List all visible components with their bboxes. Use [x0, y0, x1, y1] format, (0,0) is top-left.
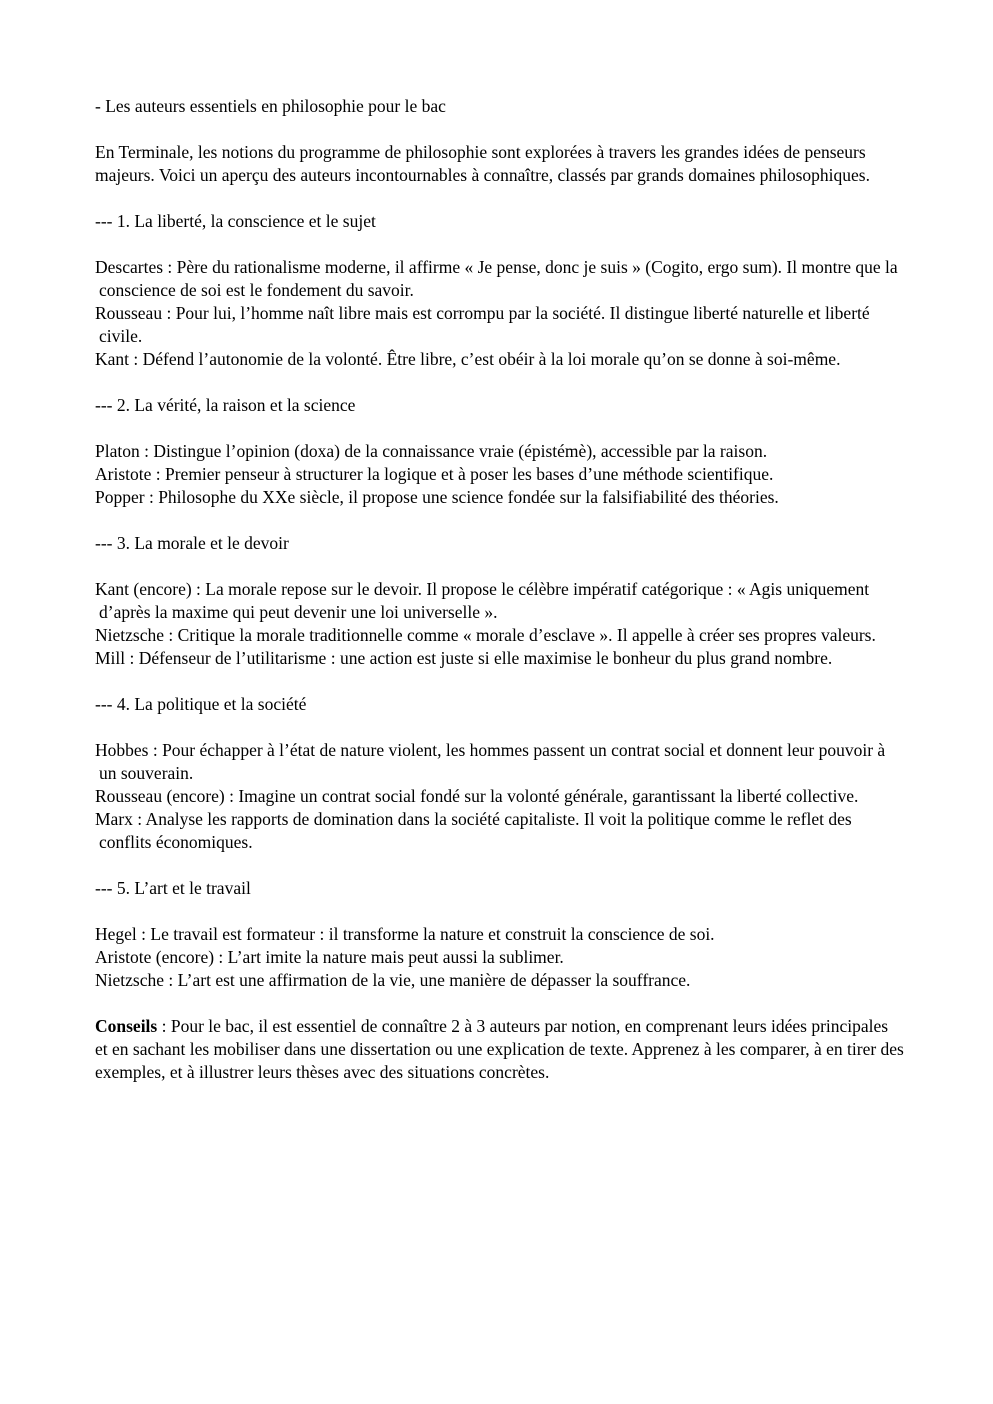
section-items-2 [95, 440, 905, 509]
section-heading-2: --- 2. La vérité, la raison et la science [95, 395, 356, 415]
author-item: Aristote : Premier penseur à structurer la logique et à poser les bases d’une méthode scientifique. [95, 464, 774, 484]
author-item: Mill : Défenseur de l’utilitarisme : une action est juste si elle maximise le bonheur du plus grand nombre. [95, 648, 833, 668]
author-item: Nietzsche : L’art est une affirmation de la vie, une manière de dépasser la souffrance. [95, 970, 691, 990]
author-item: Marx : Analyse les rapports de domination dans la société capitaliste. Il voit la politique comme le reflet des conflits économiques. [95, 809, 852, 852]
author-item: Rousseau : Pour lui, l’homme naît libre mais est corrompu par la société. Il distingue liberté naturelle et liberté civile. [95, 303, 870, 346]
section-heading-3: --- 3. La morale et le devoir [95, 533, 289, 553]
author-item: Descartes : Père du rationalisme moderne, il affirme « Je pense, donc je suis » (Cogito, ergo sum). Il montre que la conscience de soi est le fondement du savoir. [95, 257, 898, 300]
document-page [95, 95, 905, 1107]
section-heading-1: --- 1. La liberté, la conscience et le sujet [95, 211, 376, 231]
intro-paragraph: En Terminale, les notions du programme de philosophie sont explorées à travers les grandes idées de penseurs majeurs. Voici un aperçu des auteurs incontournables à connaître, classés par grands domaines philosophiques. [95, 142, 870, 185]
author-item: Kant (encore) : La morale repose sur le devoir. Il propose le célèbre impératif catégorique : « Agis uniquement d’après la maxime qui peut devenir une loi universelle ». [95, 579, 870, 622]
advice-text: : Pour le bac, il est essentiel de connaître 2 à 3 auteurs par notion, en comprenant leurs idées principales et en sachant les mobiliser dans une dissertation ou une explication de texte. Apprenez à les comparer, à en tirer des exemples, et à illustrer leurs thèses avec des situations concrètes. [95, 1016, 904, 1082]
section-items-1 [95, 256, 905, 371]
author-item: Hegel : Le travail est formateur : il transforme la nature et construit la conscience de soi. [95, 924, 715, 944]
section-heading-4: --- 4. La politique et la société [95, 694, 307, 714]
author-item: Hobbes : Pour échapper à l’état de nature violent, les hommes passent un contrat social et donnent leur pouvoir à un souverain. [95, 740, 886, 783]
author-item: Rousseau (encore) : Imagine un contrat social fondé sur la volonté générale, garantissant la liberté collective. [95, 786, 859, 806]
section-items-3 [95, 578, 905, 670]
advice-paragraph [95, 1015, 905, 1084]
document-title: - Les auteurs essentiels en philosophie pour le bac [95, 96, 446, 116]
author-item: Nietzsche : Critique la morale traditionnelle comme « morale d’esclave ». Il appelle à créer ses propres valeurs. [95, 625, 876, 645]
author-item: Popper : Philosophe du XXe siècle, il propose une science fondée sur la falsifiabilité des théories. [95, 487, 779, 507]
author-item: Platon : Distingue l’opinion (doxa) de la connaissance vraie (épistémè), accessible par la raison. [95, 441, 768, 461]
section-items-4 [95, 739, 905, 854]
section-heading-5: --- 5. L’art et le travail [95, 878, 251, 898]
advice-label: Conseils [95, 1016, 158, 1036]
author-item: Kant : Défend l’autonomie de la volonté. Être libre, c’est obéir à la loi morale qu’on se donne à soi-même. [95, 349, 841, 369]
author-item: Aristote (encore) : L’art imite la nature mais peut aussi la sublimer. [95, 947, 564, 967]
section-items-5 [95, 923, 905, 992]
